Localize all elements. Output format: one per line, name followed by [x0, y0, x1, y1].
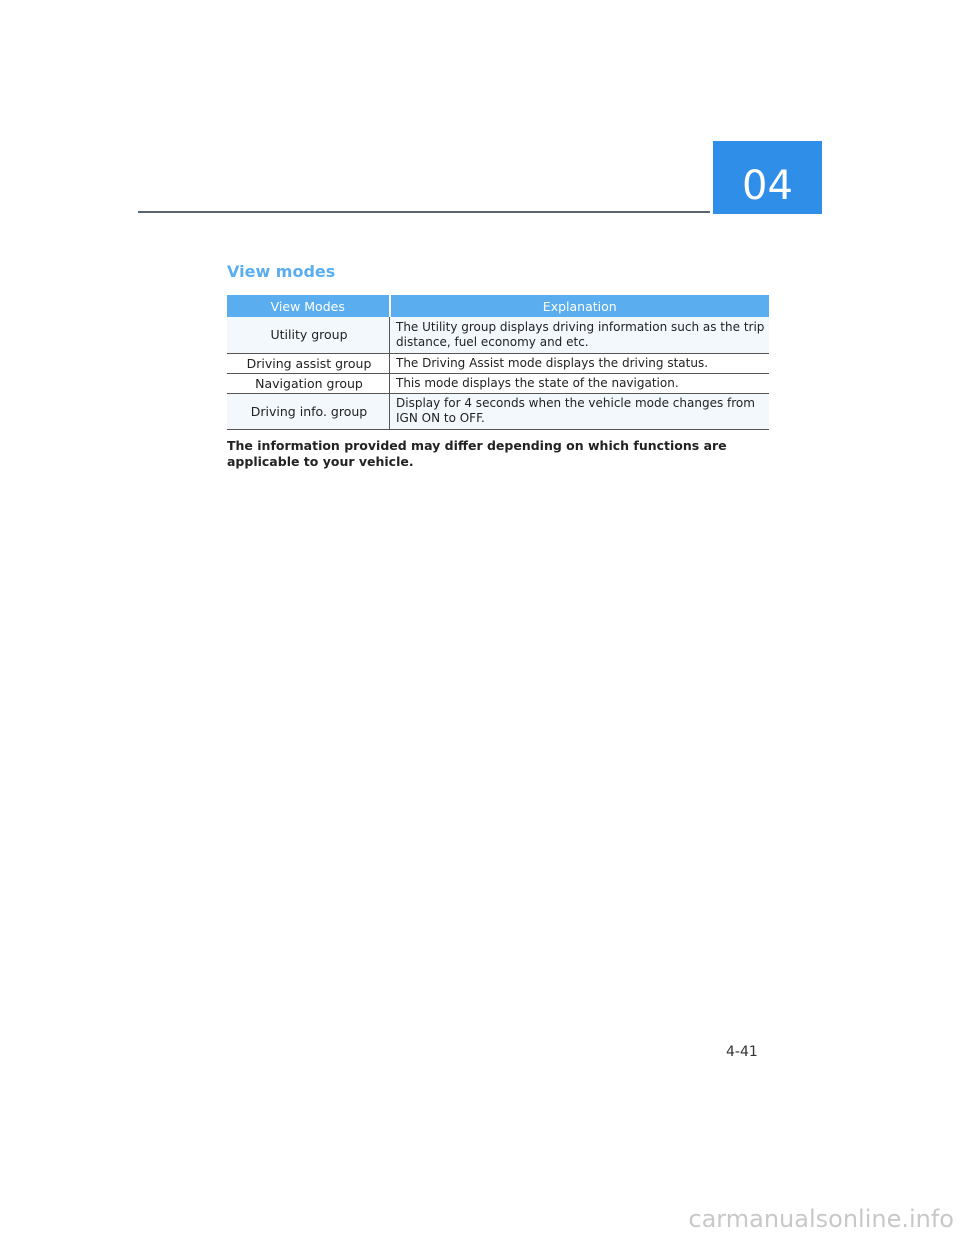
mode-cell: Navigation group [227, 373, 390, 393]
table-row [227, 393, 769, 429]
table-row [227, 353, 769, 373]
table-header-row [227, 295, 769, 317]
watermark-text: carmanualsonline.info [630, 1202, 960, 1236]
chapter-tab: 04 [713, 141, 822, 214]
table-row [227, 373, 769, 393]
applicability-note: The information provided may differ depending on which functions are applicable to your vehicle. [227, 438, 727, 469]
mode-cell: Driving assist group [227, 353, 390, 373]
column-header-view-modes: View Modes [227, 295, 390, 317]
page-number: 4-41 [726, 1044, 758, 1060]
table-row [227, 317, 769, 353]
explanation-cell: The Driving Assist mode displays the driving status. [390, 353, 770, 373]
mode-cell: Utility group [227, 317, 390, 353]
section-title: View modes [227, 262, 336, 281]
column-header-explanation: Explanation [390, 295, 770, 317]
explanation-cell: Display for 4 seconds when the vehicle mode changes from IGN ON to OFF. [390, 393, 770, 429]
mode-cell: Driving info. group [227, 393, 390, 429]
explanation-cell: This mode displays the state of the navigation. [390, 373, 770, 393]
header-rule [138, 211, 710, 213]
view-modes-table [227, 295, 769, 430]
explanation-cell: The Utility group displays driving information such as the trip distance, fuel economy and etc. [390, 317, 770, 353]
